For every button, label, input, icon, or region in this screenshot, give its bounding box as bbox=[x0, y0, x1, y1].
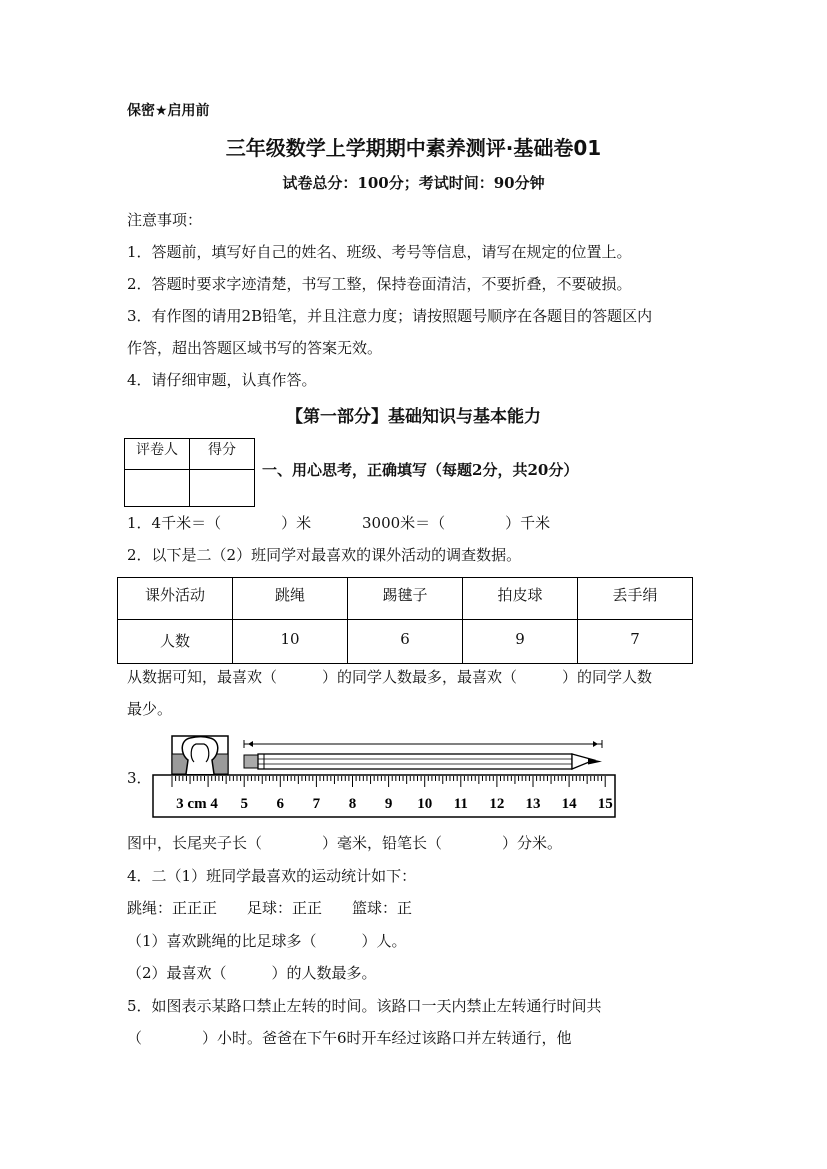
grader-cell[interactable] bbox=[125, 470, 190, 507]
question-4-part2: （2）最喜欢（ ）的人数最多。 bbox=[127, 964, 377, 982]
note-item: 作答，超出答题区域书写的答案无效。 bbox=[127, 339, 383, 357]
ruler-label: 5 bbox=[240, 796, 248, 812]
confidential-label: 保密★启用前 bbox=[127, 103, 210, 119]
score-table-header-grader: 评卷人 bbox=[125, 439, 190, 470]
question-2-text: 最少。 bbox=[127, 700, 173, 718]
note-item: 2．答题时要求字迹清楚，书写工整，保持卷面清洁，不要折叠，不要破损。 bbox=[127, 275, 632, 293]
survey-value-cell: 10 bbox=[233, 620, 348, 664]
question-2: 2．以下是二（2）班同学对最喜欢的课外活动的调查数据。 bbox=[127, 546, 522, 564]
section-title: 一、用心思考，正确填写（每题2分，共20分） bbox=[262, 461, 579, 479]
activity-survey-table bbox=[117, 577, 693, 664]
question-4-part1: （1）喜欢跳绳的比足球多（ ）人。 bbox=[127, 932, 407, 950]
survey-header-cell: 拍皮球 bbox=[463, 578, 578, 620]
question-3-text: 图中，长尾夹子长（ ）毫米，铅笔长（ ）分米。 bbox=[127, 834, 563, 852]
part1-heading: 【第一部分】基础知识与基本能力 bbox=[286, 407, 541, 427]
ruler-label: 9 bbox=[384, 796, 393, 812]
binder-clip-icon bbox=[172, 736, 228, 774]
score-table-header-score: 得分 bbox=[190, 439, 255, 470]
question-4: 4．二（1）班同学最喜欢的运动统计如下： bbox=[127, 867, 417, 885]
ruler-label: 3 cm 4 bbox=[176, 796, 218, 812]
ruler-label: 15 bbox=[597, 796, 613, 812]
question-5-continued: （ ）小时。爸爸在下午6时开车经过该路口并左转通行，他 bbox=[127, 1029, 572, 1047]
ruler-label: 14 bbox=[561, 796, 577, 812]
ruler-label: 11 bbox=[453, 796, 468, 812]
ruler-label: 7 bbox=[312, 796, 321, 812]
exam-subtitle: 试卷总分：100分；考试时间：90分钟 bbox=[282, 174, 545, 192]
survey-value-cell: 9 bbox=[463, 620, 578, 664]
ruler-label: 12 bbox=[489, 796, 505, 812]
survey-header-cell: 踢毽子 bbox=[348, 578, 463, 620]
question-1b: 3000米＝（ ）千米 bbox=[362, 514, 551, 532]
question-4-tally: 跳绳：正正正 足球：正正 篮球：正 bbox=[127, 899, 413, 917]
survey-value-cell: 7 bbox=[578, 620, 693, 664]
survey-header-cell: 课外活动 bbox=[118, 578, 233, 620]
survey-header-cell: 跳绳 bbox=[233, 578, 348, 620]
survey-value-cell: 6 bbox=[348, 620, 463, 664]
ruler-label: 13 bbox=[525, 796, 541, 812]
question-1a: 1．4千米＝（ ）米 bbox=[127, 514, 312, 532]
score-table bbox=[124, 438, 255, 507]
question-5: 5．如图表示某路口禁止左转的时间。该路口一天内禁止左转通行时间共 bbox=[127, 997, 602, 1015]
ruler-figure bbox=[150, 732, 620, 820]
note-item: 3．有作图的请用2B铅笔，并且注意力度；请按照题号顺序在各题目的答题区内 bbox=[127, 307, 653, 325]
ruler-label: 6 bbox=[276, 796, 285, 812]
question-3-number: 3． bbox=[127, 769, 152, 787]
note-item: 1．答题前，填写好自己的姓名、班级、考号等信息，请写在规定的位置上。 bbox=[127, 243, 632, 261]
question-2-text: 从数据可知，最喜欢（ ）的同学人数最多，最喜欢（ ）的同学人数 bbox=[127, 668, 653, 686]
ruler-label: 8 bbox=[348, 796, 357, 812]
score-cell[interactable] bbox=[190, 470, 255, 507]
notes-heading: 注意事项： bbox=[127, 211, 203, 229]
ruler-label: 10 bbox=[417, 796, 433, 812]
note-item: 4．请仔细审题，认真作答。 bbox=[127, 371, 317, 389]
page-title: 三年级数学上学期期中素养测评·基础卷01 bbox=[225, 136, 602, 160]
survey-header-cell: 丢手绢 bbox=[578, 578, 693, 620]
survey-row-label: 人数 bbox=[118, 620, 233, 664]
pencil-icon bbox=[244, 740, 602, 769]
